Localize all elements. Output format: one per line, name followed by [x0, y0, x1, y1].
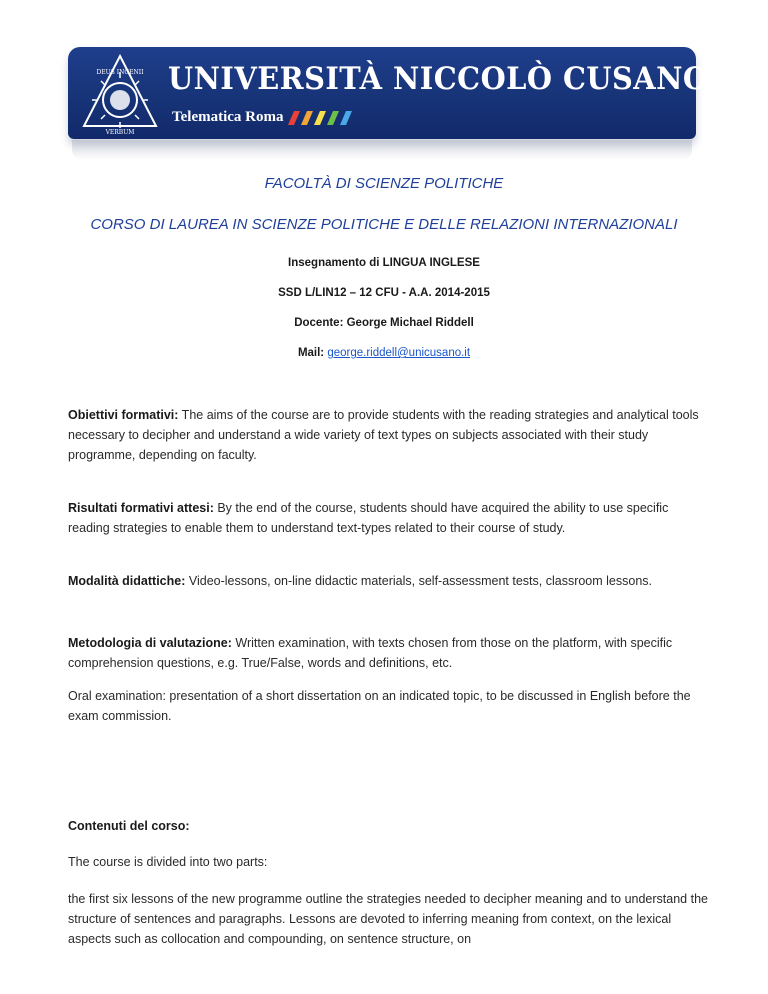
- obiettivi-label: Obiettivi formativi:: [68, 408, 179, 422]
- university-name: UNIVERSITÀ NICCOLÒ CUSANO: [168, 61, 709, 97]
- ssd-line: SSD L/LIN12 – 12 CFU - A.A. 2014-2015: [278, 287, 490, 299]
- course-heading: CORSO DI LAUREA IN SCIENZE POLITICHE E DELLE RELAZIONI INTERNAZIONALI: [90, 216, 678, 233]
- modalita-paragraph: [68, 571, 708, 591]
- university-subtitle: Telematica Roma: [172, 109, 284, 125]
- contenuti-paragraph: the first six lessons of the new programme outline the strategies needed to decipher meaning and to understand the structure of sentences and paragraphs. Lessons are devoted to inferring meaning from context, on the lexical aspects such as collocation and compounding, on sentence structure, on: [68, 892, 708, 946]
- seal-text-bottom: VERBUM: [105, 129, 135, 136]
- color-stripes-logo: [282, 111, 354, 125]
- insegnamento-line: Insegnamento di LINGUA INGLESE: [288, 257, 480, 269]
- obiettivi-paragraph: [68, 405, 708, 465]
- metodologia-label: Metodologia di valutazione:: [68, 636, 232, 650]
- risultati-paragraph: [68, 498, 708, 538]
- oral-paragraph: Oral examination: presentation of a short dissertation on an indicated topic, to be discussed in English before the exam commission.: [68, 689, 691, 723]
- risultati-text: By the end of the course, students should have acquired the ability to use specific reading strategies to enable them to understand text-types related to their course of study.: [68, 501, 669, 535]
- university-seal-icon: [78, 52, 162, 136]
- modalita-text: Video-lessons, on-line didactic materials, self-assessment tests, classroom lessons.: [185, 574, 653, 588]
- contenuti-heading: Contenuti del corso:: [68, 819, 190, 833]
- contenuti-label: [68, 816, 708, 836]
- mail-link[interactable]: george.riddell@unicusano.it: [327, 347, 471, 359]
- metodologia-text: Written examination, with texts chosen from those on the platform, with specific comprehension questions, e.g. True/False, words and definitions, etc.: [68, 636, 673, 670]
- docente-line: Docente: George Michael Riddell: [294, 317, 474, 329]
- mail-label: Mail:: [297, 347, 328, 359]
- faculty-heading: FACOLTÀ DI SCIENZE POLITICHE: [264, 175, 504, 192]
- metodologia-paragraph: [68, 633, 708, 673]
- obiettivi-text: The aims of the course are to provide students with the reading strategies and analytical tools necessary to decipher and understand a wide variety of text types on subjects associated with their study programme, depending on faculty.: [68, 408, 699, 462]
- mail-line: [0, 347, 768, 359]
- seal-text-top: DEUS INGENII: [96, 69, 144, 76]
- banner-reflection: [72, 140, 692, 160]
- risultati-label: Risultati formativi attesi:: [68, 501, 214, 515]
- modalita-label: Modalità didattiche:: [68, 574, 186, 588]
- contenuti-intro: The course is divided into two parts:: [68, 855, 268, 869]
